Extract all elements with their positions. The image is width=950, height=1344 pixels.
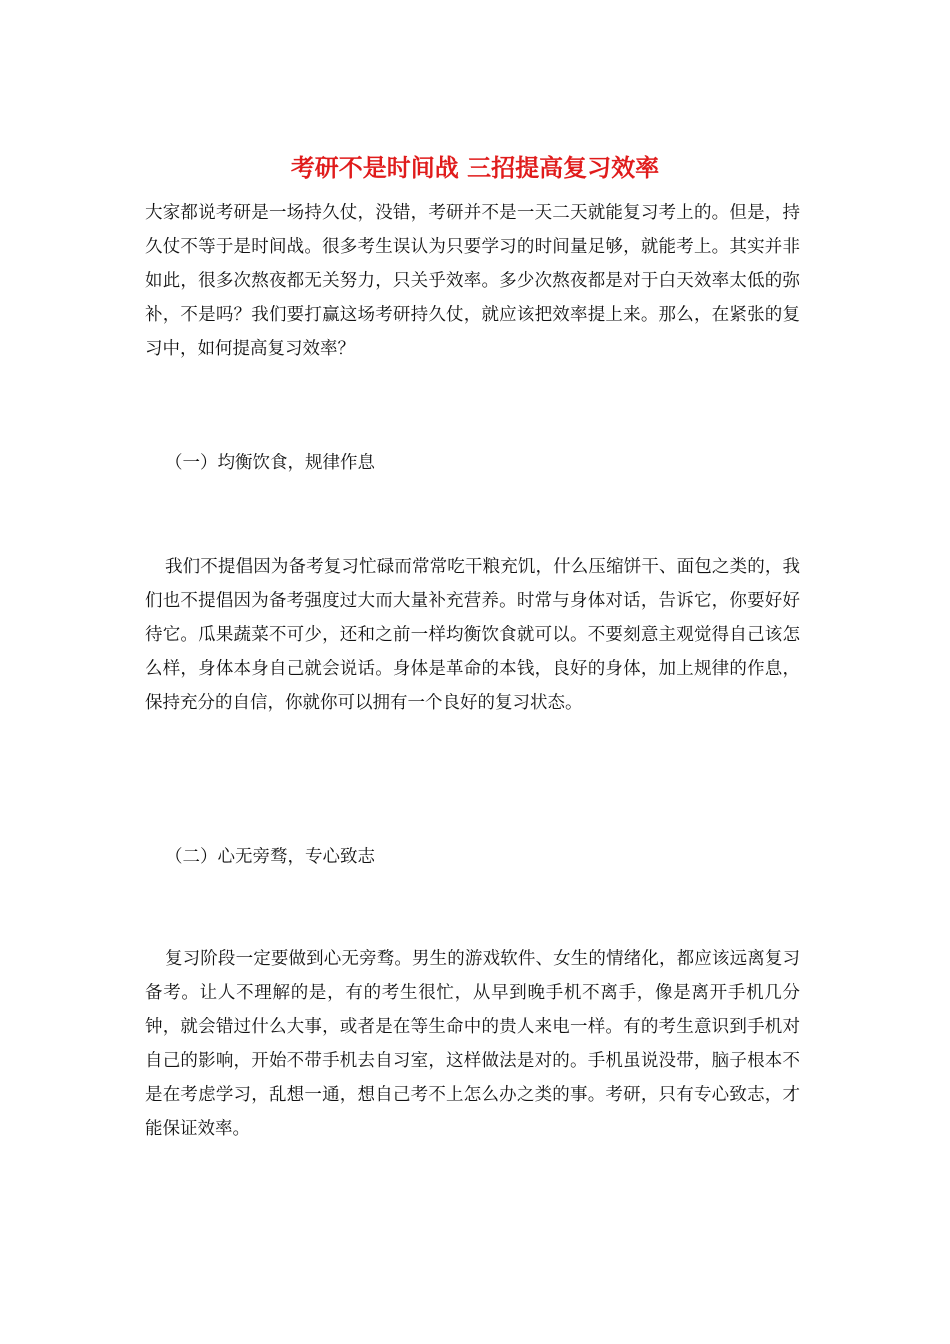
section-body-1: 我们不提倡因为备考复习忙碌而常常吃干粮充饥，什么压缩饼干、面包之类的，我们也不提倡因为备考强度过大而大量补充营养。时常与身体对话，告诉它，你要好好待它。瓜果蔬菜不可少，还和之前一样均衡饮食就可以。不要刻意主观觉得自己该怎么样，身体本身自己就会说话。身体是革命的本钱，良好的身体，加上规律的作息，保持充分的自信，你就你可以拥有一个良好的复习状态。 [145, 557, 800, 713]
section-body-2: 复习阶段一定要做到心无旁骛。男生的游戏软件、女生的情绪化，都应该远离复习备考。让人不理解的是，有的考生很忙，从早到晚手机不离手，像是离开手机几分钟，就会错过什么大事，或者是在等生命中的贵人来电一样。有的考生意识到手机对自己的影响，开始不带手机去自习室，这样做法是对的。手机虽说没带，脑子根本不是在考虑学习，乱想一通，想自己考不上怎么办之类的事。考研，只有专心致志，才能保证效率。 [145, 949, 800, 1139]
intro-paragraph: 大家都说考研是一场持久仗，没错，考研并不是一天二天就能复习考上的。但是，持久仗不等于是时间战。很多考生误认为只要学习的时间量足够，就能考上。其实并非如此，很多次熬夜都无关努力，只关乎效率。多少次熬夜都是对于白天效率太低的弥补，不是吗？我们要打赢这场考研持久仗，就应该把效率提上来。那么，在紧张的复习中，如何提高复习效率？ [145, 203, 800, 359]
page-title: 考研不是时间战 三招提高复习效率 [290, 153, 660, 182]
section-heading-2: （二）心无旁骛，专心致志 [165, 847, 375, 867]
section-heading-1: （一）均衡饮食，规律作息 [165, 453, 375, 473]
